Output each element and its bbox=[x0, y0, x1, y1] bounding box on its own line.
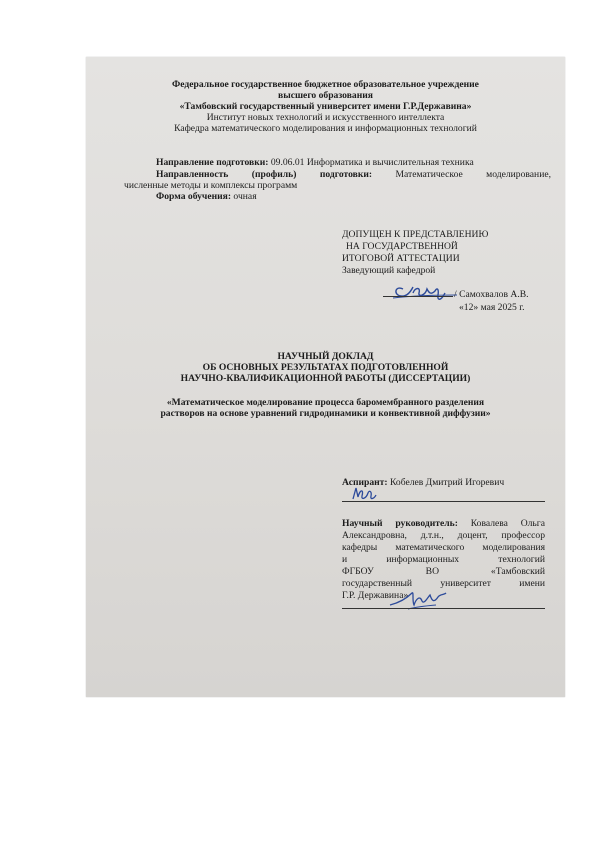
supervisor-line5: ФГБОУ ВО «Тамбовский bbox=[342, 566, 545, 577]
aspirant-signature-line bbox=[342, 501, 545, 502]
approval-line3: ИТОГОВОЙ АТТЕСТАЦИИ bbox=[342, 253, 460, 264]
profile-label: Направленность (профиль) подготовки: bbox=[156, 169, 373, 180]
supervisor-line3: кафедры математического моделирования bbox=[342, 542, 545, 553]
document-page bbox=[86, 57, 565, 697]
profile-value: Математическое моделирование, bbox=[395, 169, 551, 180]
supervisor-line1 bbox=[342, 518, 545, 529]
title-line3: НАУЧНО-КВАЛИФИКАЦИОННОЙ РАБОТЫ (ДИССЕРТАЦИИ) bbox=[180, 373, 471, 384]
head-signature-line bbox=[383, 296, 453, 297]
form-label: Форма обучения: bbox=[156, 191, 232, 202]
approval-signer: / Самохвалов А.В. bbox=[454, 289, 529, 300]
supervisor-label: Научный руководитель: bbox=[342, 518, 458, 529]
program-profile bbox=[156, 169, 551, 180]
header-edu-line: высшего образования bbox=[278, 90, 373, 101]
supervisor-line6: государственный университет имени bbox=[342, 578, 545, 589]
approval-head: Заведующий кафедрой bbox=[342, 265, 436, 276]
header-department: Кафедра математического моделирования и информационных технологий bbox=[174, 123, 477, 134]
header-org-line: Федеральное государственное бюджетное образовательное учреждение bbox=[172, 79, 479, 90]
supervisor-name: Ковалева Ольга bbox=[470, 518, 546, 529]
title-line1: НАУЧНЫЙ ДОКЛАД bbox=[277, 351, 374, 362]
supervisor-line2: Александровна, д.т.н., доцент, профессор bbox=[342, 530, 545, 541]
approval-date: «12» мая 2025 г. bbox=[459, 302, 525, 313]
header-institute: Институт новых технологий и искусственного интеллекта bbox=[206, 112, 445, 123]
topic-line1: «Математическое моделирование процесса баромембранного разделения bbox=[166, 397, 485, 408]
program-profile-cont: численные методы и комплексы программ bbox=[124, 180, 298, 191]
supervisor-signature-icon bbox=[388, 587, 448, 613]
program-form bbox=[156, 191, 257, 202]
aspirant-label: Аспирант: bbox=[342, 477, 388, 488]
approval-line1: ДОПУЩЕН К ПРЕДСТАВЛЕНИЮ bbox=[342, 229, 489, 240]
supervisor-signature-line bbox=[342, 608, 545, 609]
header-university: «Тамбовский государственный университет имени Г.Р.Державина» bbox=[179, 101, 472, 112]
topic-line2: растворов на основе уравнений гидродинамики и конвективной диффузии» bbox=[160, 408, 491, 419]
direction-value: 09.06.01 Информатика и вычислительная техника bbox=[268, 157, 474, 168]
supervisor-line7: Г.Р. Державина» bbox=[342, 590, 409, 601]
form-value: очная bbox=[231, 191, 257, 202]
head-signature-icon bbox=[391, 279, 461, 301]
program-direction bbox=[156, 157, 474, 168]
direction-label: Направление подготовки: bbox=[156, 157, 269, 168]
approval-line2: НА ГОСУДАРСТВЕННОЙ bbox=[346, 241, 458, 252]
aspirant-name: Кобелев Дмитрий Игоревич bbox=[387, 477, 505, 488]
supervisor-line4: и информационных технологий bbox=[342, 554, 545, 565]
title-line2: ОБ ОСНОВНЫХ РЕЗУЛЬТАТАХ ПОДГОТОВЛЕННОЙ bbox=[202, 362, 449, 373]
